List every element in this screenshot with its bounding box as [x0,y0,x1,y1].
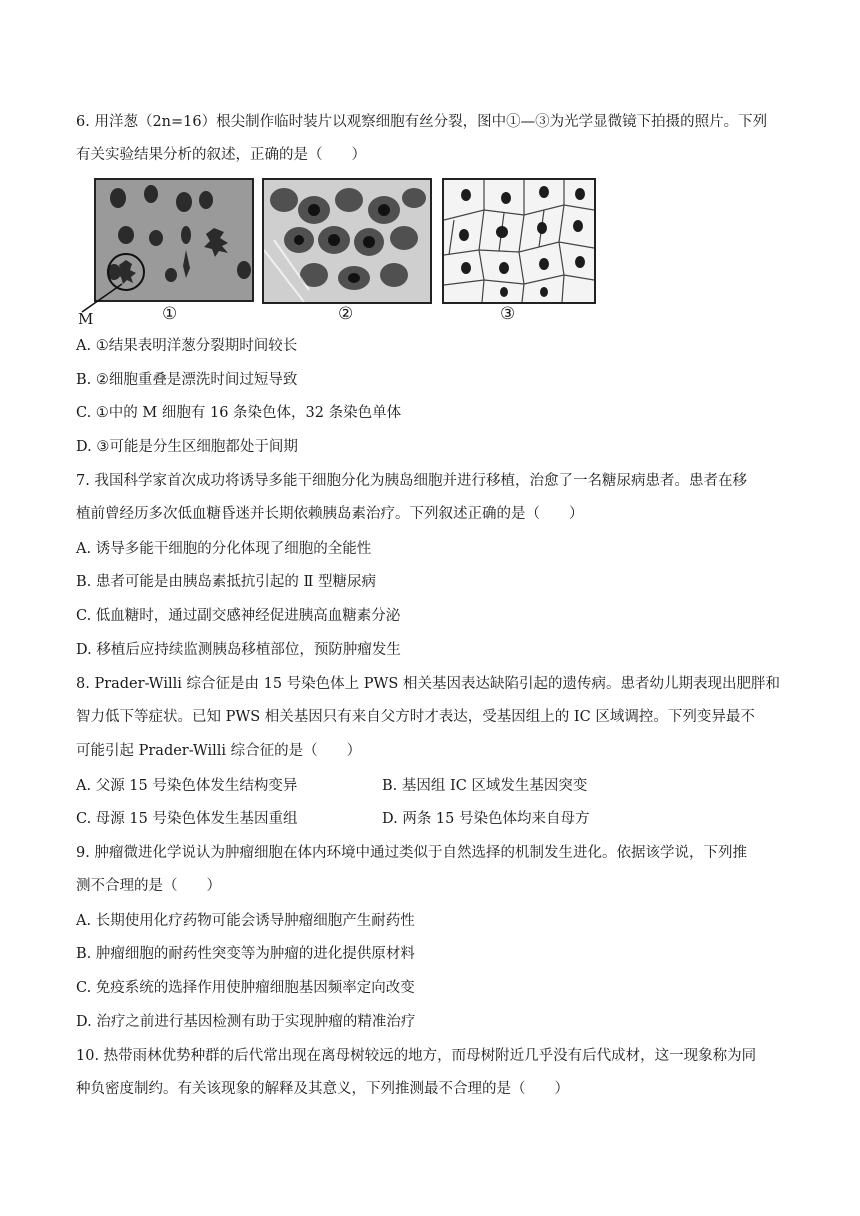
q8-stem-line1: 8. Prader-Willi 综合征是由 15 号染色体上 PWS 相关基因表达缺陷引起的遗传病。患者幼儿期表现出肥胖和 [76,676,780,692]
photo-label-3: ③ [500,304,516,324]
q8-stem-line2: 智力低下等症状。已知 PWS 相关基因只有来自父方时才表达，受基因组上的 IC 区域调控。下列变异最不 [76,709,755,725]
q6-stem-line2: 有关实验结果分析的叙述，正确的是（ ） [76,147,366,163]
q7-stem-line2: 植前曾经历多次低血糖昏迷并长期依赖胰岛素治疗。下列叙述正确的是（ ） [76,506,584,522]
q8-option-c: C. 母源 15 号染色体发生基因重组 [76,811,298,827]
q10-stem-line2: 种负密度制约。有关该现象的解释及其意义，下列推测最不合理的是（ ） [76,1081,569,1097]
photo-label-2: ② [338,304,354,324]
q6-option-a: A. ①结果表明洋葱分裂期时间较长 [76,338,298,354]
q6-stem-line1: 6. 用洋葱（2n=16）根尖制作临时装片以观察细胞有丝分裂，图中①—③为光学显微镜下拍摄的照片。下列 [76,114,768,130]
q6-option-b: B. ②细胞重叠是漂洗时间过短导致 [76,372,298,388]
micrograph-3 [442,178,596,304]
q6-option-d: D. ③可能是分生区细胞都处于间期 [76,439,298,455]
q7-option-d: D. 移植后应持续监测胰岛移植部位，预防肿瘤发生 [76,642,401,658]
q7-option-a: A. 诱导多能干细胞的分化体现了细胞的全能性 [76,541,372,557]
marker-m-label: M [78,310,94,328]
q10-stem-line1: 10. 热带雨林优势种群的后代常出现在离母树较远的地方，而母树附近几乎没有后代成材，这一现象称为同 [76,1048,757,1064]
q9-stem-line2: 测不合理的是（ ） [76,878,221,894]
q9-stem-line1: 9. 肿瘤微进化学说认为肿瘤细胞在体内环境中通过类似于自然选择的机制发生进化。依据该学说，下列推 [76,845,747,861]
q9-option-d: D. 治疗之前进行基因检测有助于实现肿瘤的精准治疗 [76,1014,416,1030]
q7-stem-line1: 7. 我国科学家首次成功将诱导多能干细胞分化为胰岛细胞并进行移植，治愈了一名糖尿病患者。患者在移 [76,473,747,489]
q6-option-c: C. ①中的 M 细胞有 16 条染色体，32 条染色单体 [76,405,402,421]
q9-option-a: A. 长期使用化疗药物可能会诱导肿瘤细胞产生耐药性 [76,913,415,929]
q9-option-c: C. 免疫系统的选择作用使肿瘤细胞基因频率定向改变 [76,980,415,996]
q8-option-a: A. 父源 15 号染色体发生结构变异 [76,778,298,794]
q8-option-b: B. 基因组 IC 区域发生基因突变 [382,778,588,794]
q9-option-b: B. 肿瘤细胞的耐药性突变等为肿瘤的进化提供原材料 [76,946,415,962]
q7-option-c: C. 低血糖时，通过副交感神经促进胰高血糖素分泌 [76,608,401,624]
photo-label-1: ① [162,304,178,324]
q8-option-d: D. 两条 15 号染色体均来自母方 [382,811,590,827]
micrograph-2 [262,178,432,304]
micrograph-figure [0,172,860,332]
q8-stem-line3: 可能引起 Prader-Willi 综合征的是（ ） [76,743,362,759]
q7-option-b: B. 患者可能是由胰岛素抵抗引起的 Ⅱ 型糖尿病 [76,574,376,590]
